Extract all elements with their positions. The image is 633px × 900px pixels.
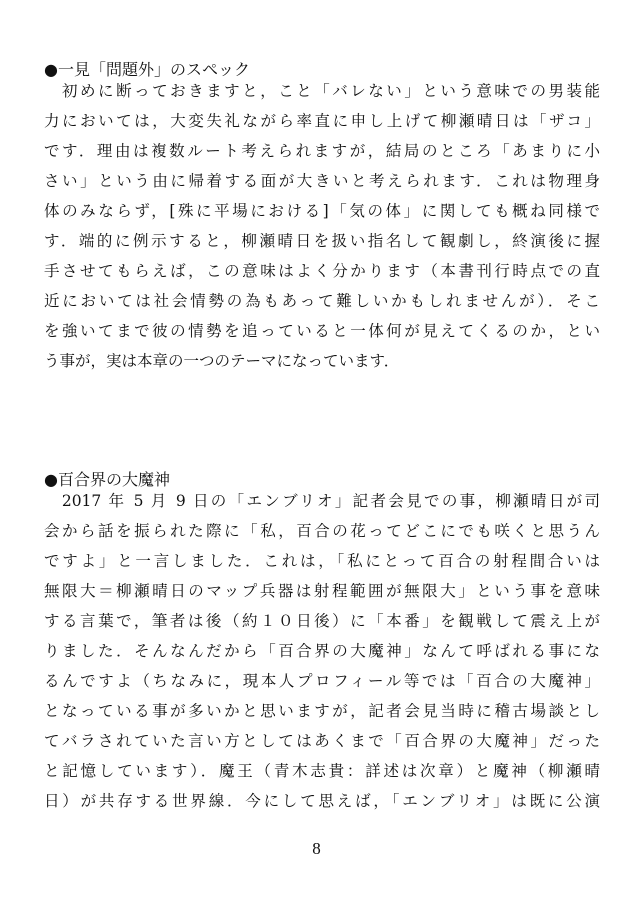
text-line: 会から話を振られた際に「私，百合の花ってどこにでも咲くと思うん xyxy=(44,522,600,540)
paragraph-spec xyxy=(44,76,600,376)
text-line: 無限大＝柳瀬晴日のマップ兵器は射程範囲が無限大」という事を意味 xyxy=(44,582,600,600)
text-line: 日）が共存する世界線．今にして思えば，「エンブリオ」は既に公演 xyxy=(44,792,600,810)
text-line: を強いてまで彼の情勢を追っていると一体何が見えてくるのか，とい xyxy=(44,322,600,340)
text-line: 2017 年 5 月 9 日の「エンブリオ」記者会見での事，柳瀬晴日が司 xyxy=(44,492,600,510)
text-line: 体のみならず，[殊に平場における]「気の体」に関しても概ね同様で xyxy=(44,202,600,220)
text-line: 近においては社会情勢の為もあって難しいかもしれませんが）．そこ xyxy=(44,292,600,310)
text-line: てバラされていた言い方としてはあくまで「百合界の大魔神」だった xyxy=(44,732,600,750)
page-number: 8 xyxy=(312,839,321,858)
text-line: るんですよ（ちなみに，現本人プロフィール等では「百合の大魔神」 xyxy=(44,672,600,690)
text-line: する言葉で，筆者は後（約１０日後）に「本番」を観戦して震え上が xyxy=(44,612,600,630)
text-line: う事が，実は本章の一つのテーマになっています． xyxy=(44,352,400,370)
section-heading-yuri: ●百合界の大魔神 xyxy=(44,470,170,489)
text-line: と記憶しています）．魔王（青木志貴：詳述は次章）と魔神（柳瀬晴 xyxy=(44,762,600,780)
section-heading-spec: ●一見「問題外」のスペック xyxy=(44,60,250,79)
text-line: です．理由は複数ルート考えられますが，結局のところ「あまりに小 xyxy=(44,142,600,160)
text-line: さい」という由に帰着する面が大きいと考えられます．これは物理身 xyxy=(44,172,600,190)
text-line: す．端的に例示すると，柳瀬晴日を扱い指名して観劇し，終演後に握 xyxy=(44,232,600,250)
text-line: となっている事が多いかと思いますが，記者会見当時に稽古場談とし xyxy=(44,702,600,720)
text-line: ですよ」と一言しました．これは，「私にとって百合の射程間合いは xyxy=(44,552,600,570)
text-line: 手させてもらえば，この意味はよく分かります（本書刊行時点での直 xyxy=(44,262,600,280)
paragraph-yuri xyxy=(44,486,600,816)
text-line: りました．そんなんだから「百合界の大魔神」なんて呼ばれる事にな xyxy=(44,642,600,660)
text-line: 初めに断っておきますと，こと「バレない」という意味での男装能 xyxy=(44,82,600,100)
text-line: 力においては，大変失礼ながら率直に申し上げて柳瀬晴日は「ザコ」 xyxy=(44,112,600,130)
